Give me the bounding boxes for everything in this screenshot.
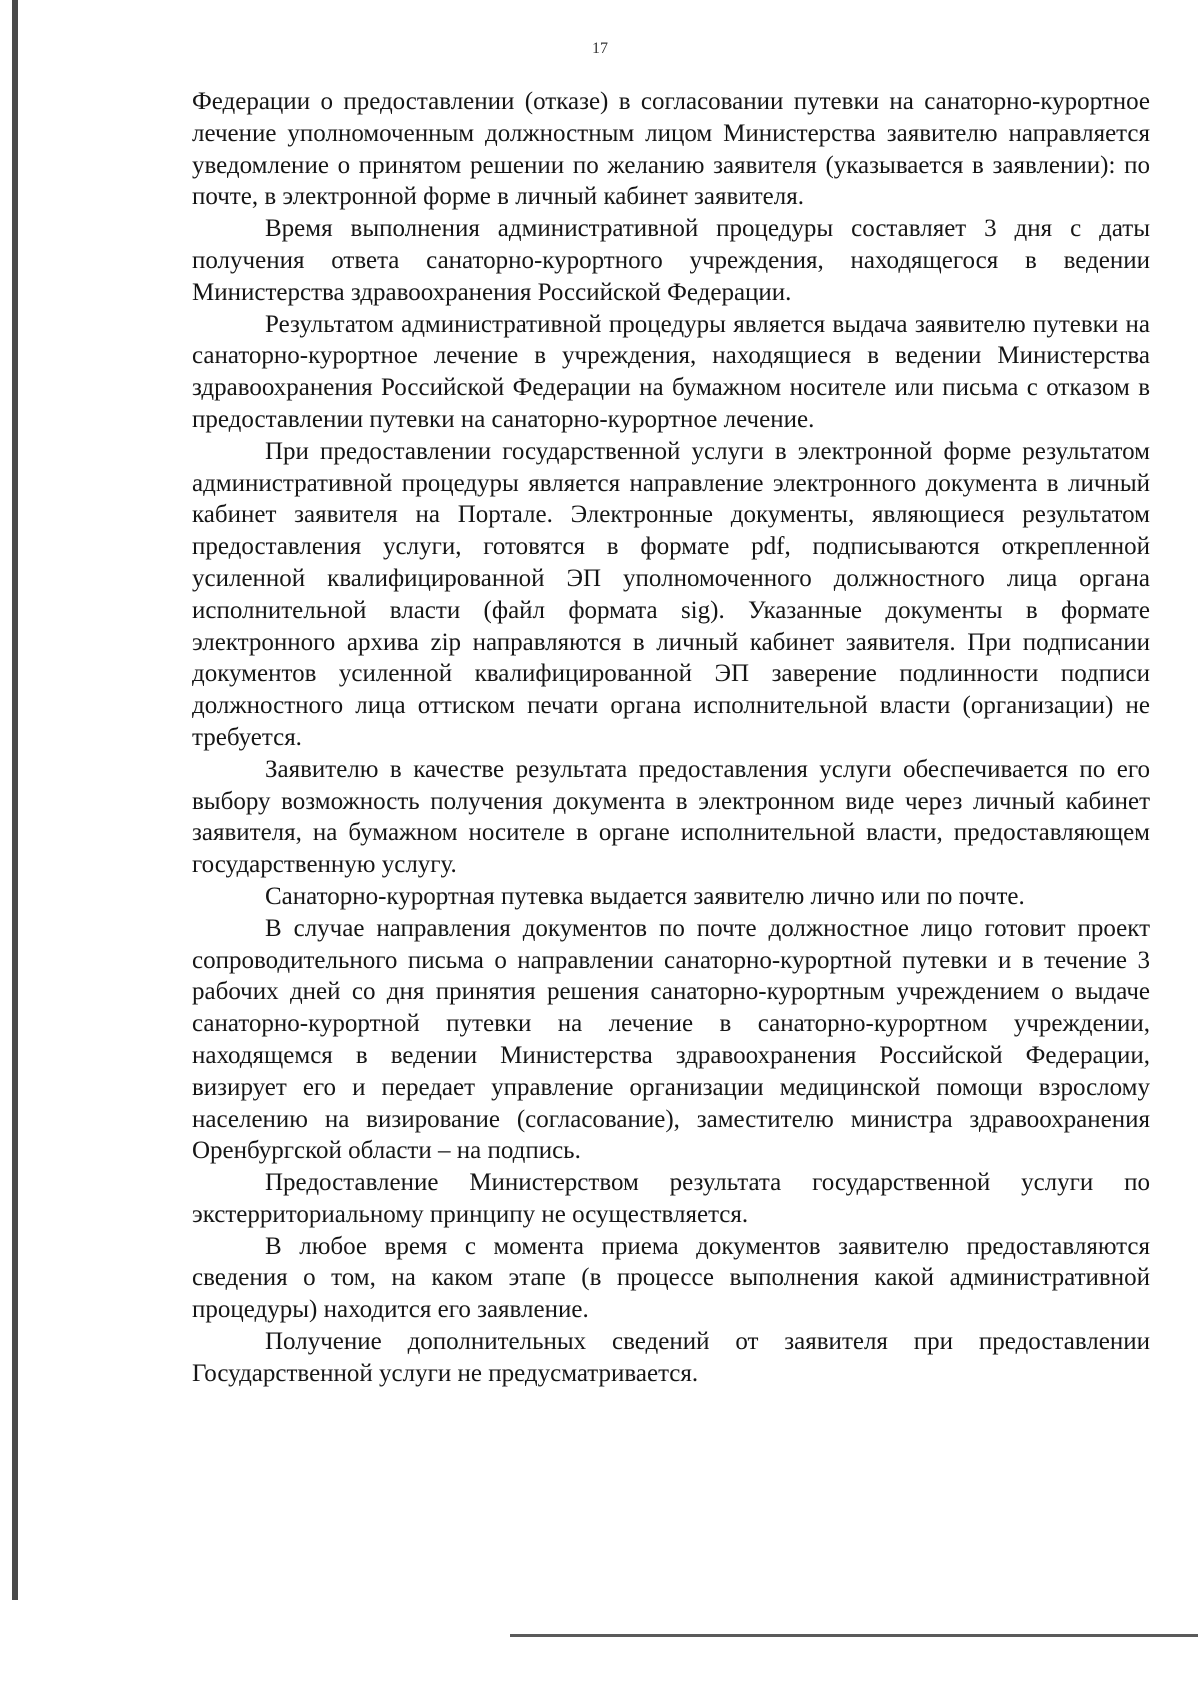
paragraph-extraterritorial: Предоставление Министерством результата государственной услуги по экстерриториальному принципу не осуществляется. bbox=[192, 1169, 1150, 1228]
document-body bbox=[192, 86, 1150, 1390]
paragraph-electronic-result: При предоставлении государственной услуги в электронной форме результатом административной процедуры является направление электронного документа в личный кабинет заявителя на Портале. Электронные документы, являющиеся результатом предоставления услуги, готовятся в формате pdf, подписываются открепленной усиленной квалифицированной ЭП уполномоченного должностного лица органа исполнительной власти (файл формата sig). Указанные документы в формате электронного архива zip направляются в личный кабинет заявителя. При подписании документов усиленной квалифицированной ЭП заверение подлинности подписи должностного лица оттиском печати органа исполнительной власти (организации) не требуется. bbox=[192, 437, 1150, 751]
paragraph-voucher-delivery: Санаторно-курортная путевка выдается заявителю лично или по почте. bbox=[265, 882, 1025, 910]
page-number: 17 bbox=[592, 40, 608, 57]
paragraph-additional-info: Получение дополнительных сведений от заявителя при предоставлении Государственной услуги не предусматривается. bbox=[192, 1328, 1150, 1387]
paragraph-result-choice: Заявителю в качестве результата предоставления услуги обеспечивается по его выбору возможность получения документа в электронном виде через личный кабинет заявителя, на бумажном носителе в органе исполнительной власти, предоставляющем государственную услугу. bbox=[192, 755, 1150, 879]
paragraph-mail-procedure: В случае направления документов по почте должностное лицо готовит проект сопроводительного письма о направлении санаторно-курортной путевки и в течение 3 рабочих дней со дня принятия решения санаторно-курортным учреждением о выдаче санаторно-курортной путевки на лечение в санаторно-курортном учреждении, находящемся в ведении Министерства здравоохранения Российской Федерации, визирует его и передает управление организации медицинской помощи взрослому населению на визирование (согласование), заместителю министра здравоохранения Оренбургской области – на подпись. bbox=[192, 914, 1150, 1165]
scan-bottom-line bbox=[510, 1634, 1198, 1637]
scan-left-edge bbox=[12, 0, 18, 1600]
paragraph-procedure-result: Результатом административной процедуры является выдача заявителю путевки на санаторно-курортное лечение в учреждения, находящиеся в ведении Министерства здравоохранения Российской Федерации на бумажном носителе или письма с отказом в предоставлении путевки на санаторно-курортное лечение. bbox=[192, 310, 1150, 433]
paragraph-status-info: В любое время с момента приема документов заявителю предоставляются сведения о том, на каком этапе (в процессе выполнения какой административной процедуры) находится его заявление. bbox=[192, 1232, 1150, 1324]
paragraph-continuation: Федерации о предоставлении (отказе) в согласовании путевки на санаторно-курортное лечение уполномоченным должностным лицом Министерства заявителю направляется уведомление о принятом решении по желанию заявителя (указывается в заявлении): по почте, в электронной форме в личный кабинет заявителя. bbox=[192, 88, 1150, 211]
paragraph-processing-time: Время выполнения административной процедуры составляет 3 дня с даты получения ответа санаторно-курортного учреждения, находящегося в ведении Министерства здравоохранения Российской Федерации. bbox=[192, 215, 1150, 306]
